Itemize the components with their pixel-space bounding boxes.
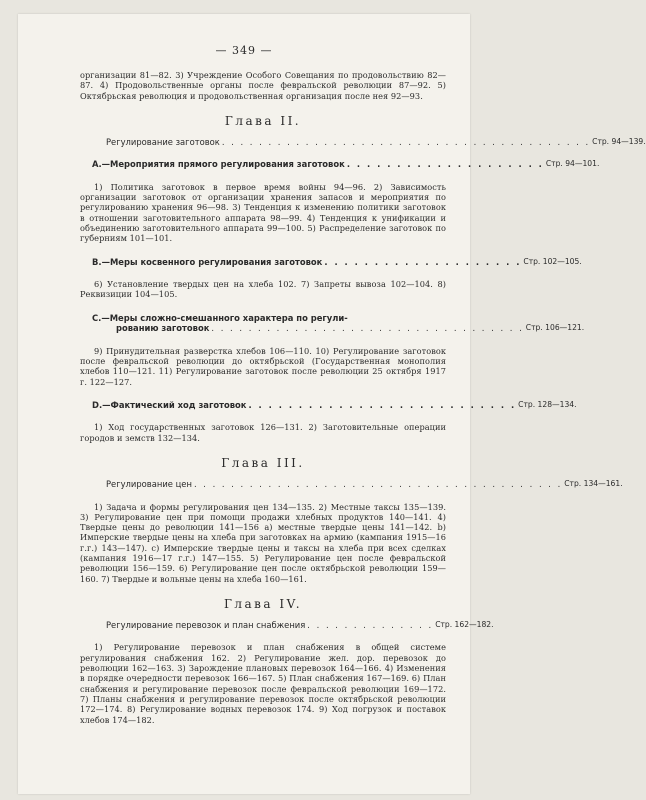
chapter-4-toc-title: Регулирование перевозок и план снабжения bbox=[106, 619, 306, 630]
chapter-2-heading: Глава II. bbox=[224, 113, 302, 128]
section-c-page: Стр. 106—121. bbox=[525, 323, 585, 333]
chapter-2-toc-page: Стр. 94—139. bbox=[592, 136, 646, 146]
section-b-toc-entry bbox=[80, 256, 582, 268]
section-a-page: Стр. 94—101. bbox=[545, 159, 600, 169]
page-number: — 349 — bbox=[215, 44, 273, 57]
chapter-4-paragraph: 1) Регулирование перевозок и план снабжения в общей системе регулирования снабжения 162. 2) Регулирование жел. дор. перевозок до революции 162—163. 3) Зарождение плановых перевозок 164—166. 4) Изменения в порядке очередности перевозок 166—167. 5) План снабжения 167—169. 6) План снабжения и регулирование перевозок после февральской революции 169—172. 7) Планы снабжения и регулирование перевозок после октябрьской революции 172—174. 8) Регулирование водных перевозок 174. 9) Ход погрузок и поставок хлебов 174—182. bbox=[80, 642, 446, 725]
chapter-2-toc-title: Регулирование заготовок bbox=[106, 136, 220, 147]
leader-dots: . . . . . . . . . . . . . . bbox=[307, 619, 434, 630]
section-c-paragraph: 9) Принудительная разверстка хлебов 106—110. 10) Регулирование заготовок после февральской революции до октябрьской (Государственная монополия хлебов 110—121. 11) Регулирование заготовок после революции 25 октября 1917 г. 122—127. bbox=[80, 345, 446, 387]
section-b-title: В.—Меры косвенного регулирования заготовок bbox=[92, 256, 323, 267]
section-d-title: D.—Фактический ход заготовок bbox=[92, 399, 247, 410]
leader-dots: . . . . . . . . . . . . . . . . . . . . . . . . . . . bbox=[248, 399, 517, 410]
chapter-3-toc-title: Регулирование цен bbox=[106, 479, 192, 490]
section-c-title-line2: рованию заготовок bbox=[116, 323, 210, 334]
chapter-4-toc-page: Стр. 162—182. bbox=[435, 619, 494, 629]
leader-dots: . . . . . . . . . . . . . . . . . . . . . . . . . . . . . . . . . . bbox=[211, 323, 524, 334]
section-a-paragraph: 1) Политика заготовок в первое время войны 94—96. 2) Зависимость организации заготовок от организации хранения запасов и мероприятия по регулированию хранения 96—98. 3) Тенденция к изменению политики заготовок в отношении заготовительного аппарата 98—99. 4) Тенденция к унификации и объединению заготовительного аппарата 99—100. 5) Распределение заготовок по губерниям 101—101. bbox=[80, 181, 446, 244]
section-c-title-line1: С.—Меры сложно-смешанного характера по регули- bbox=[92, 312, 348, 323]
chapter-4-heading: Глава IV. bbox=[223, 596, 303, 611]
section-d-page: Стр. 128—134. bbox=[518, 399, 577, 409]
chapter-3-toc-entry bbox=[80, 479, 623, 490]
section-d-toc-entry bbox=[80, 399, 577, 411]
intro-paragraph: организации 81—82. 3) Учреждение Особого Совещания по продовольствию 82—87. 4) Продовольственные органы после февральской революции 87—92. 5) Октябрьская революция и продовольственная организация после нея 92—93. bbox=[80, 70, 446, 101]
chapter-3-toc-page: Стр. 134—161. bbox=[564, 479, 623, 489]
section-d-paragraph: 1) Ход государственных заготовок 126—131. 2) Заготовительные операции городов и земств 132—134. bbox=[80, 422, 446, 443]
section-a-toc-entry bbox=[80, 159, 600, 170]
leader-dots: . . . . . . . . . . . . . . . . . . . . bbox=[346, 159, 544, 170]
section-a-title: А.—Мероприятия прямого регулирования заготовок bbox=[92, 159, 345, 170]
chapter-2-toc-entry bbox=[80, 136, 646, 148]
leader-dots: . . . . . . . . . . . . . . . . . . . . . . . . . . . . . . . . . . . . . . . . bbox=[193, 479, 563, 490]
section-c-toc-entry bbox=[92, 312, 585, 334]
chapter-3-heading: Глава III. bbox=[221, 456, 305, 471]
section-b-page: Стр. 102—105. bbox=[523, 256, 582, 266]
chapter-4-toc-entry bbox=[80, 619, 494, 631]
leader-dots: . . . . . . . . . . . . . . . . . . . . bbox=[324, 256, 522, 267]
page-content bbox=[80, 70, 646, 725]
section-b-paragraph: 6) Установление твердых цен на хлеба 102. 7) Запреты вывоза 102—104. 8) Реквизиции 104—105. bbox=[80, 279, 446, 300]
book-page bbox=[18, 14, 646, 794]
chapter-3-paragraph: 1) Задача и формы регулирования цен 134—135. 2) Местные таксы 135—139. 3) Регулирование цен при помощи продажи хлебных продуктов 140—141. 4) Твердые цены до революции 141—156 a) местные твердые цены 141—142. b) Имперские твердые цены на хлеба при заготовках на армию (кампания 1915—16 г.г.) 143—147). c) Имперские твердые цены и таксы на хлеба при всех сделках (кампания 1916—17 г.г.) 147—155. 5) Регулирование цен после февральской революции 156—159. 6) Регулирование цен после октябрьской революции 159—160. 7) Твердые и вольные цены на хлеба 160—161. bbox=[80, 501, 446, 584]
leader-dots: . . . . . . . . . . . . . . . . . . . . . . . . . . . . . . . . . . . . . . . . bbox=[221, 136, 591, 147]
